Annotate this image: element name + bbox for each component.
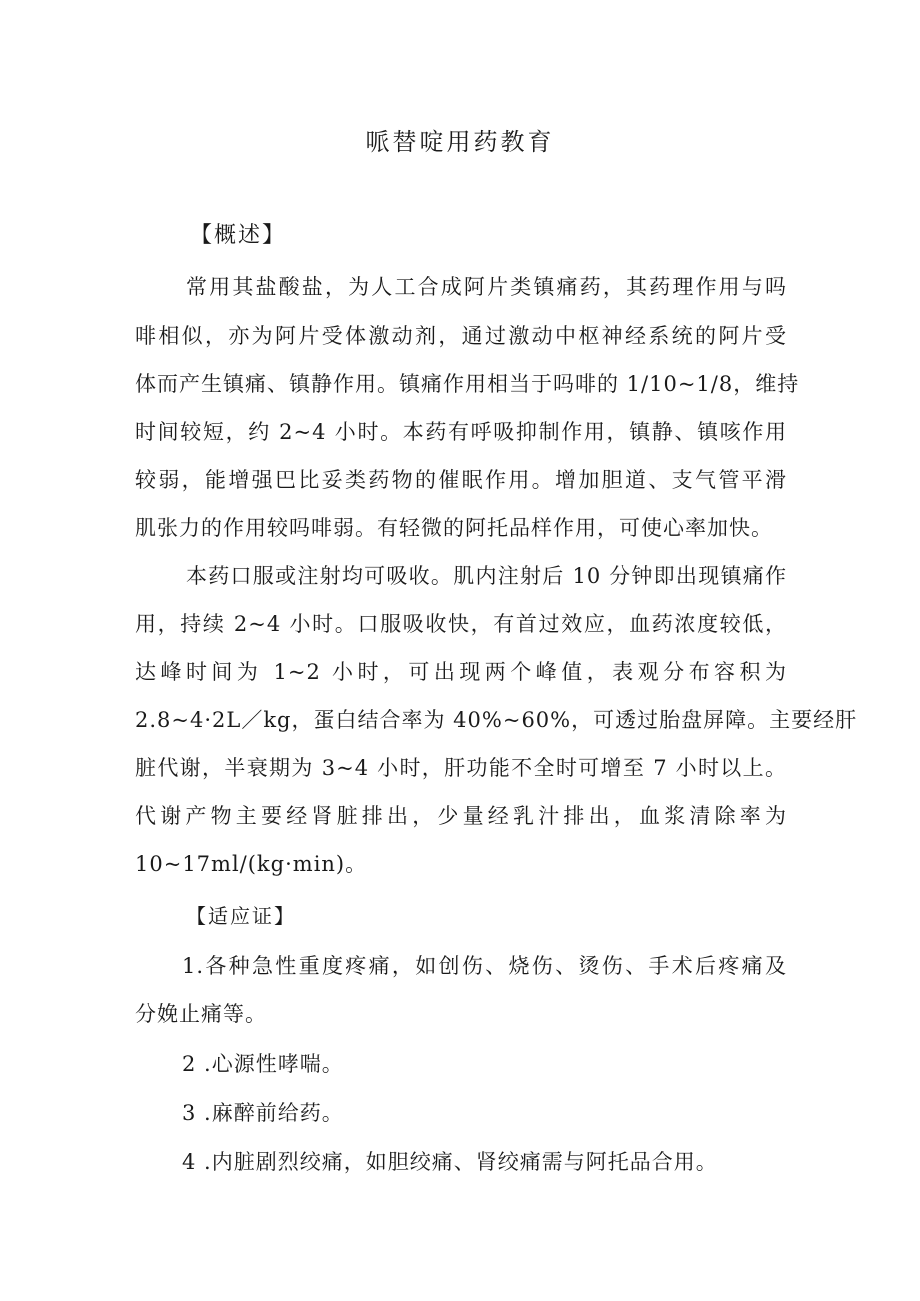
indication-item-3: 3 .麻醉前给药。 — [182, 1101, 344, 1125]
overview-p2-line-4: 2.8~4·2L／kg，蛋白结合率为 40%~60%，可透过胎盘屏障。主要经肝 — [135, 708, 858, 732]
indication-item-4: 4 .内脏剧烈绞痛，如胆绞痛、肾绞痛需与阿托品合用。 — [182, 1150, 718, 1174]
overview-p1-line-1: 常用其盐酸盐，为人工合成阿片类镇痛药，其药理作用与吗 — [186, 275, 787, 299]
section-heading-overview: 【概述】 — [190, 223, 287, 248]
overview-p2-line-7: 10~17ml/(kg·min)。 — [135, 852, 368, 876]
indication-item-1-line-2: 分娩止痛等。 — [135, 1002, 267, 1026]
overview-p2-line-1: 本药口服或注射均可吸收。肌内注射后 10 分钟即出现镇痛作 — [186, 564, 787, 588]
overview-p1-line-2: 啡相似，亦为阿片受体激动剂，通过激动中枢神经系统的阿片受 — [135, 324, 787, 348]
section-heading-indications: 【适应证】 — [186, 904, 296, 928]
overview-p1-line-3: 体而产生镇痛、镇静作用。镇痛作用相当于吗啡的 1/10~1/8，维持 — [135, 372, 800, 396]
overview-p2-line-3: 达峰时间为 1~2 小时，可出现两个峰值，表观分布容积为 — [135, 660, 787, 684]
indication-item-1-line-1: 1.各种急性重度疼痛，如创伤、烧伤、烫伤、手术后疼痛及 — [182, 954, 787, 978]
overview-p1-line-6: 肌张力的作用较吗啡弱。有轻微的阿托品样作用，可使心率加快。 — [135, 516, 773, 540]
overview-p1-line-4: 时间较短，约 2~4 小时。本药有呼吸抑制作用，镇静、镇咳作用 — [135, 420, 787, 444]
overview-p2-line-6: 代谢产物主要经肾脏排出，少量经乳汁排出，血浆清除率为 — [135, 804, 787, 828]
indication-item-2: 2 .心源性哮喘。 — [182, 1052, 344, 1076]
document-title: 哌替啶用药教育 — [365, 128, 555, 156]
overview-p2-line-5: 脏代谢，半衰期为 3~4 小时，肝功能不全时可增至 7 小时以上。 — [135, 756, 787, 780]
overview-p1-line-5: 较弱，能增强巴比妥类药物的催眠作用。增加胆道、支气管平滑 — [135, 468, 787, 492]
overview-p2-line-2: 用，持续 2~4 小时。口服吸收快，有首过效应，血药浓度较低， — [135, 612, 787, 636]
